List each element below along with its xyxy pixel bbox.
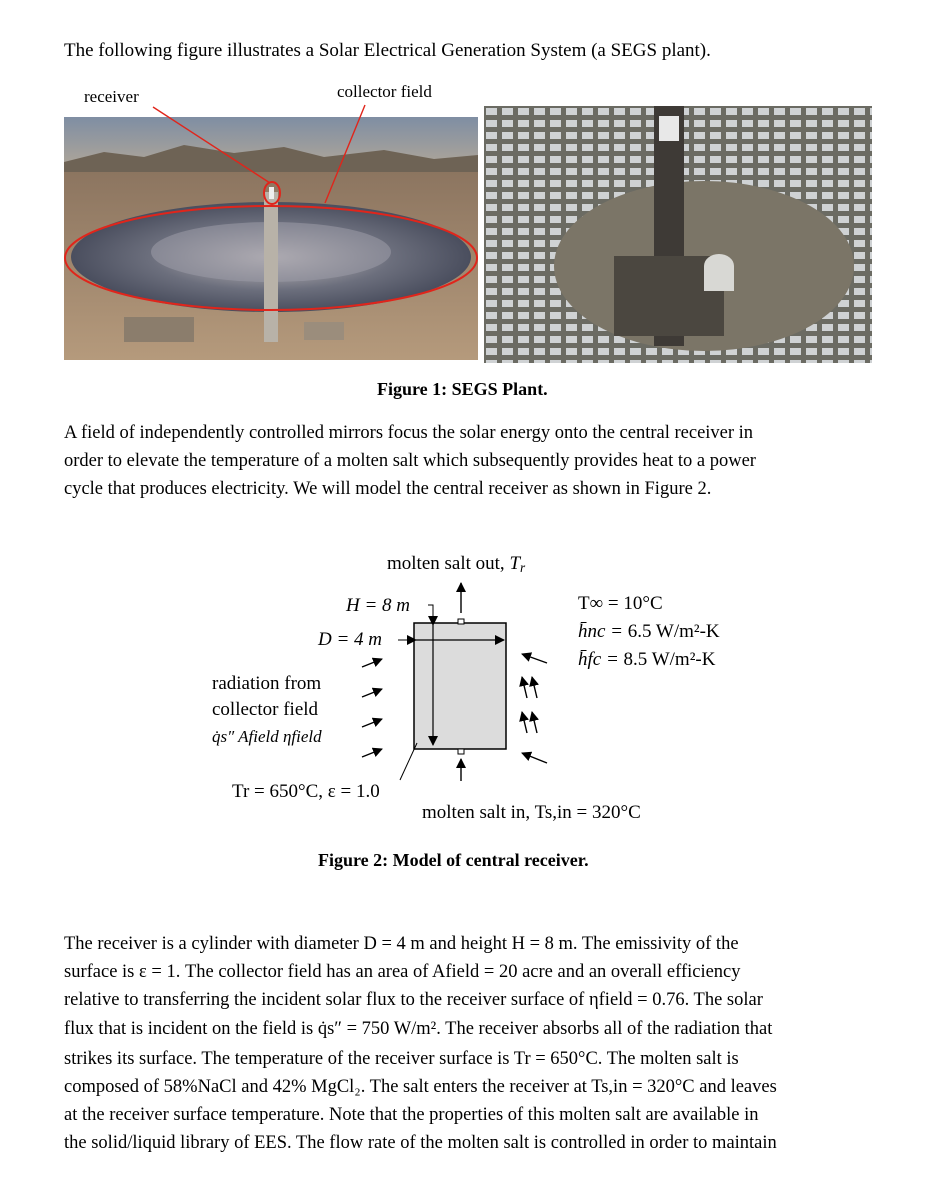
ambient-temperature-label: T∞ = 10°C [578,593,663,614]
figure1-pointer-lines [140,95,380,205]
paragraph-2-line: flux that is incident on the field is q̇s″ = 750 W/m². The receiver absorbs all of the radiation that [64,1018,773,1039]
figure1-caption: Figure 1: SEGS Plant. [377,379,548,399]
natural-convection-coefficient: h̄nc = 6.5 W/m²-K [578,621,720,642]
receiver-label: receiver [84,87,139,106]
paragraph-1 [64,419,894,503]
figure2-caption: Figure 2: Model of central receiver. [318,850,589,870]
segs-tower-close-photo [484,106,872,363]
paragraph-2-line: composed of 58%NaCl and 42% MgCl₂. The salt enters the receiver at Ts,in = 320°C and leaves [64,1077,777,1098]
paragraph-2-line: the solid/liquid library of EES. The flow rate of the molten salt is controlled in order to maintain [64,1133,777,1154]
surface-conditions-label: Tr = 650°C, ε = 1.0 [232,781,380,802]
paragraph-2 [64,930,894,1158]
diameter-label: D = 4 m [318,629,383,650]
radiation-label-line2: collector field [212,699,319,720]
receiver-cylinder [414,623,506,749]
paragraph-1-line: cycle that produces electricity. We will model the central receiver as shown in Figure 2. [64,479,712,499]
forced-convection-coefficient: h̄fc = 8.5 W/m²-K [578,649,716,670]
paragraph-2-line: The receiver is a cylinder with diameter D = 4 m and height H = 8 m. The emissivity of the [64,934,739,954]
paragraph-2-line: surface is ε = 1. The collector field has an area of Afield = 20 acre and an overall efficiency [64,962,741,983]
molten-salt-out-label: molten salt out, $T_r$ [387,553,526,575]
central-receiver-diagram [200,545,760,835]
paragraph-1-line: A field of independently controlled mirrors focus the solar energy onto the central receiver in [64,423,754,443]
paragraph-2-line: strikes its surface. The temperature of the receiver surface is Tr = 650°C. The molten salt is [64,1048,739,1069]
collector-field-label: collector field [337,82,432,101]
height-label: H = 8 m [346,595,411,616]
paragraph-1-line: order to elevate the temperature of a molten salt which subsequently provides heat to a power [64,451,756,471]
intro-text: The following figure illustrates a Solar Electrical Generation System (a SEGS plant). [64,40,711,61]
radiation-label-line1: radiation from [212,673,322,694]
radiation-label-line3: q̇s″ Afield ηfield [212,727,322,746]
paragraph-2-line: relative to transferring the incident solar flux to the receiver surface of ηfield = 0.76. The solar [64,990,763,1011]
molten-salt-in-label: molten salt in, Ts,in = 320°C [422,802,641,823]
paragraph-2-line: at the receiver surface temperature. Note that the properties of this molten salt are available in [64,1105,759,1126]
